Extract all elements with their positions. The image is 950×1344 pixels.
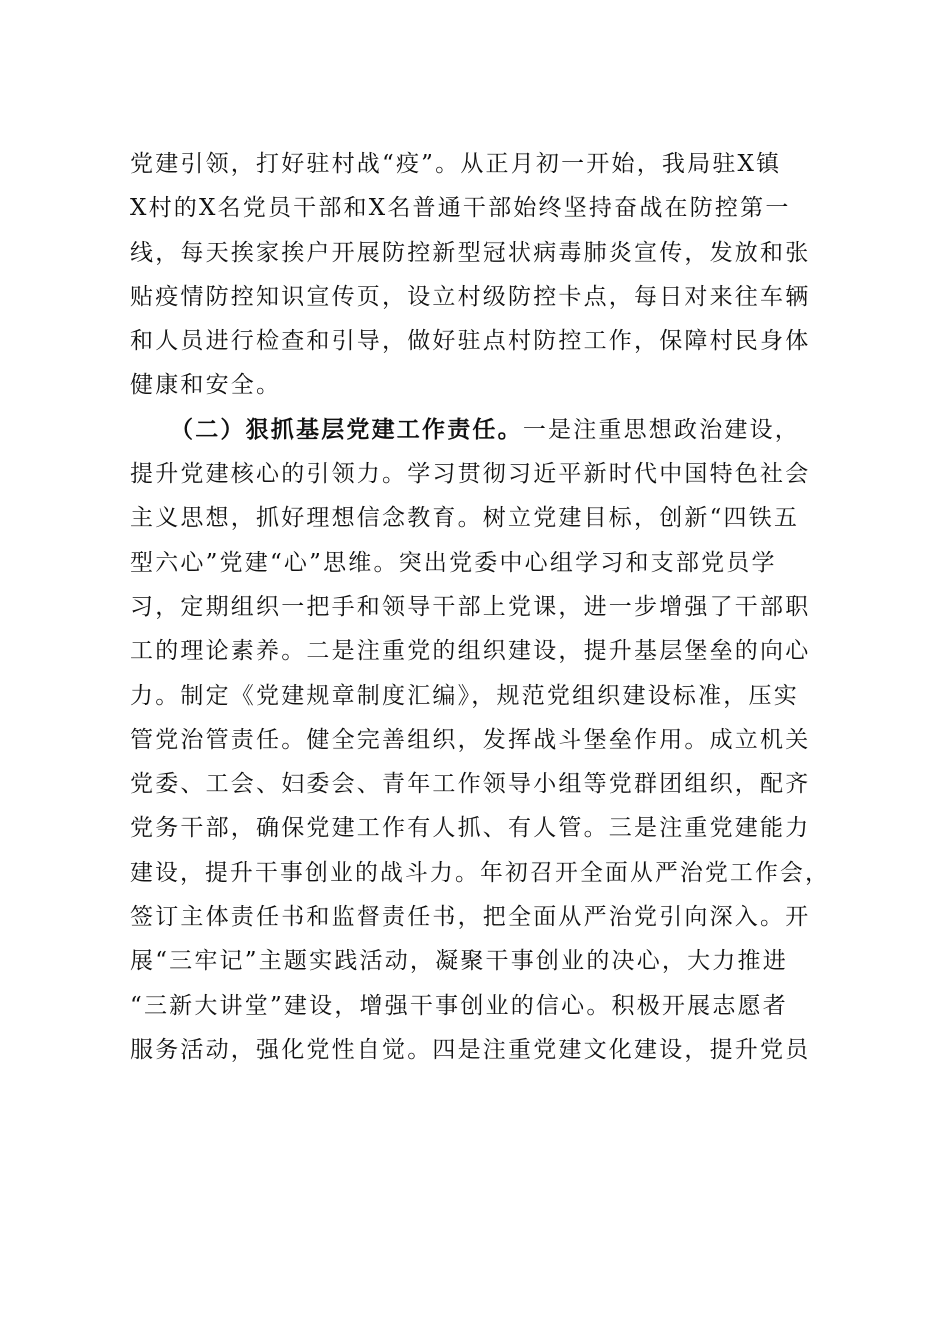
text-line: 健康和安全。	[130, 372, 282, 399]
text-line: 提升党建核心的引领力。学习贯彻习近平新时代中国特色社会	[130, 461, 811, 488]
text-line: 党建引领，打好驻村战“疫”。从正月初一开始，我局驻X镇	[130, 151, 782, 177]
text-line: 党务干部，确保党建工作有人抓、有人管。三是注重党建能力	[130, 815, 811, 842]
text-line: 贴疫情防控知识宣传页，设立村级防控卡点，每日对来往车辆	[130, 283, 811, 310]
section-heading-rest: 一是注重思想政治建设，	[522, 416, 801, 443]
text-line: 习，定期组织一把手和领导干部上党课，进一步增强了干部职	[130, 593, 811, 620]
section-heading-line	[130, 408, 830, 452]
text-line: 力。制定《党建规章制度汇编》，规范党组织建设标准，压实	[130, 682, 799, 709]
text-line: 展“三牢记”主题实践活动，凝聚干事创业的决心，大力推进	[130, 948, 788, 975]
text-line: 型六心”党建“心”思维。突出党委中心组学习和支部党员学	[130, 549, 777, 576]
text-line: 主义思想，抓好理想信念教育。树立党建目标，创新“四铁五	[130, 505, 800, 532]
text-line: 服务活动，强化党性自觉。四是注重党建文化建设，提升党员	[130, 1036, 811, 1063]
text-line: 管党治管责任。健全完善组织，发挥战斗堡垒作用。成立机关	[130, 726, 811, 753]
text-line: 和人员进行检查和引导，做好驻点村防控工作，保障村民身体	[130, 328, 811, 355]
text-line: X村的X名党员干部和X名普通干部始终坚持奋战在防控第一	[130, 195, 791, 222]
body-text	[130, 142, 830, 1072]
text-line: 党委、工会、妇委会、青年工作领导小组等党群团组织，配齐	[130, 771, 811, 798]
section-heading: （二）狠抓基层党建工作责任。	[170, 415, 523, 443]
text-line: 建设，提升干事创业的战斗力。年初召开全面从严治党工作会，	[130, 859, 831, 886]
text-line: 工的理论素养。二是注重党的组织建设，提升基层堡垒的向心	[130, 638, 811, 665]
text-line: “三新大讲堂”建设，增强干事创业的信心。积极开展志愿者	[130, 992, 788, 1019]
text-line: 线，每天挨家挨户开展防控新型冠状病毒肺炎宣传，发放和张	[130, 239, 811, 266]
text-line: 签订主体责任书和监督责任书，把全面从严治党引向深入。开	[130, 904, 811, 931]
